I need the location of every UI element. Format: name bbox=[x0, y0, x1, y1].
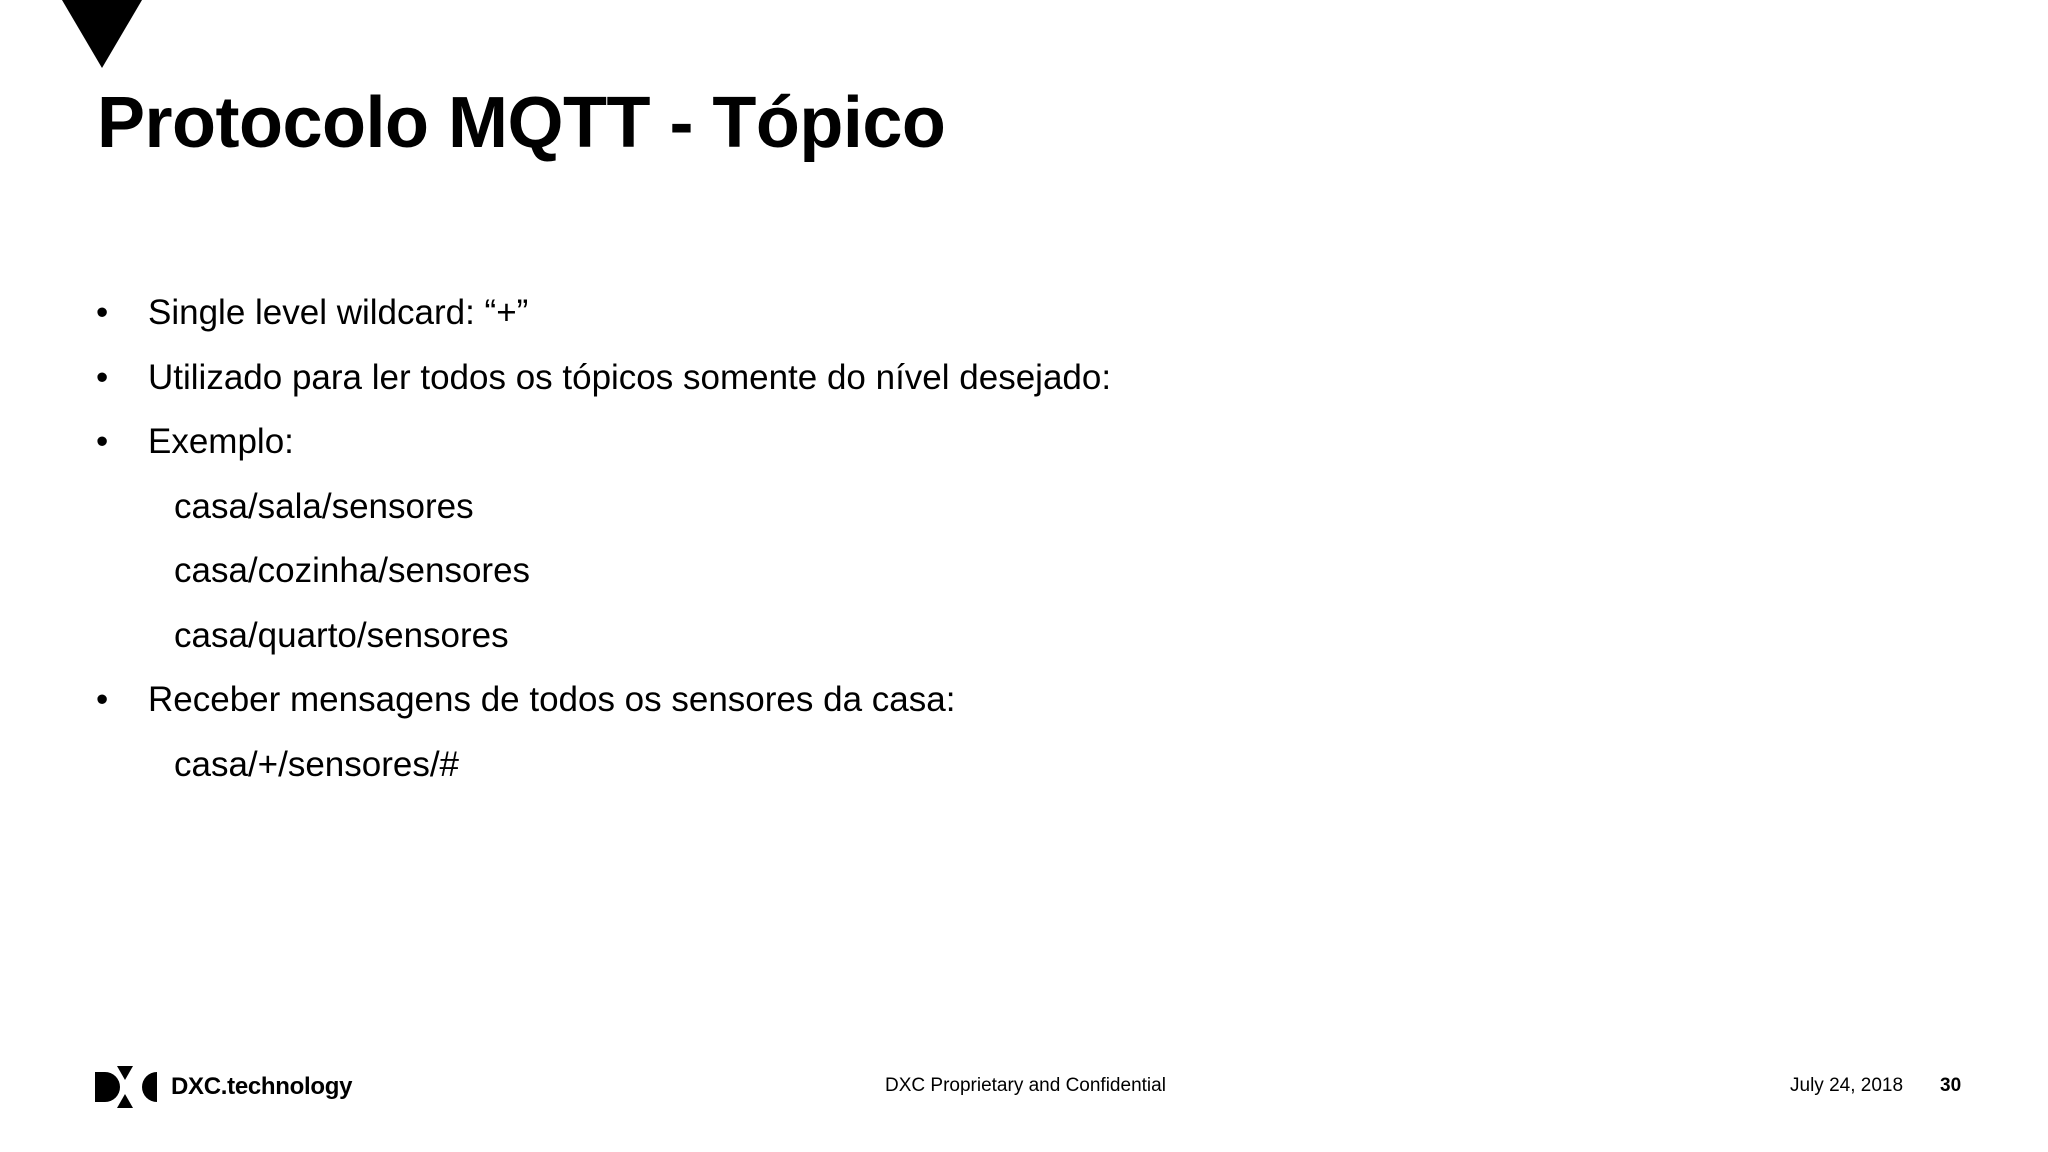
confidential-notice: DXC Proprietary and Confidential bbox=[885, 1075, 1166, 1096]
bullet-text: Receber mensagens de todos os sensores da casa: bbox=[148, 680, 956, 719]
sub-item bbox=[93, 733, 1111, 798]
sub-item-text: casa/quarto/sensores bbox=[174, 615, 509, 655]
bullet-text: Exemplo: bbox=[148, 422, 294, 461]
sub-item bbox=[93, 475, 1111, 540]
bullet-symbol: • bbox=[96, 680, 109, 719]
corner-triangle-decoration bbox=[62, 0, 142, 68]
slide-title: Protocolo MQTT - Tópico bbox=[97, 83, 946, 163]
bullet-symbol: • bbox=[96, 422, 109, 461]
sub-item-text: casa/+/sensores/# bbox=[174, 744, 460, 784]
bullet-symbol: • bbox=[96, 293, 109, 332]
bullet-text: Single level wildcard: “+” bbox=[148, 293, 529, 332]
logo-text: DXC.technology bbox=[171, 1073, 353, 1100]
slide-footer bbox=[0, 1065, 2048, 1115]
dxc-logo-icon bbox=[95, 1066, 157, 1108]
bullet-item bbox=[93, 410, 1111, 475]
bullet-text: Utilizado para ler todos os tópicos somente do nível desejado: bbox=[148, 357, 1112, 397]
sub-item bbox=[93, 539, 1111, 604]
sub-item bbox=[93, 604, 1111, 669]
sub-item-text: casa/cozinha/sensores bbox=[174, 551, 531, 590]
bullet-item bbox=[93, 346, 1111, 411]
dxc-logo bbox=[95, 1065, 352, 1109]
bullet-item bbox=[93, 668, 1111, 733]
bullet-item bbox=[93, 281, 1111, 346]
bullet-symbol: • bbox=[96, 357, 109, 397]
slide-date: July 24, 2018 bbox=[1790, 1075, 1904, 1096]
sub-item-text: casa/sala/sensores bbox=[174, 486, 474, 526]
page-number: 30 bbox=[1940, 1075, 1962, 1096]
slide-content bbox=[93, 281, 1111, 797]
